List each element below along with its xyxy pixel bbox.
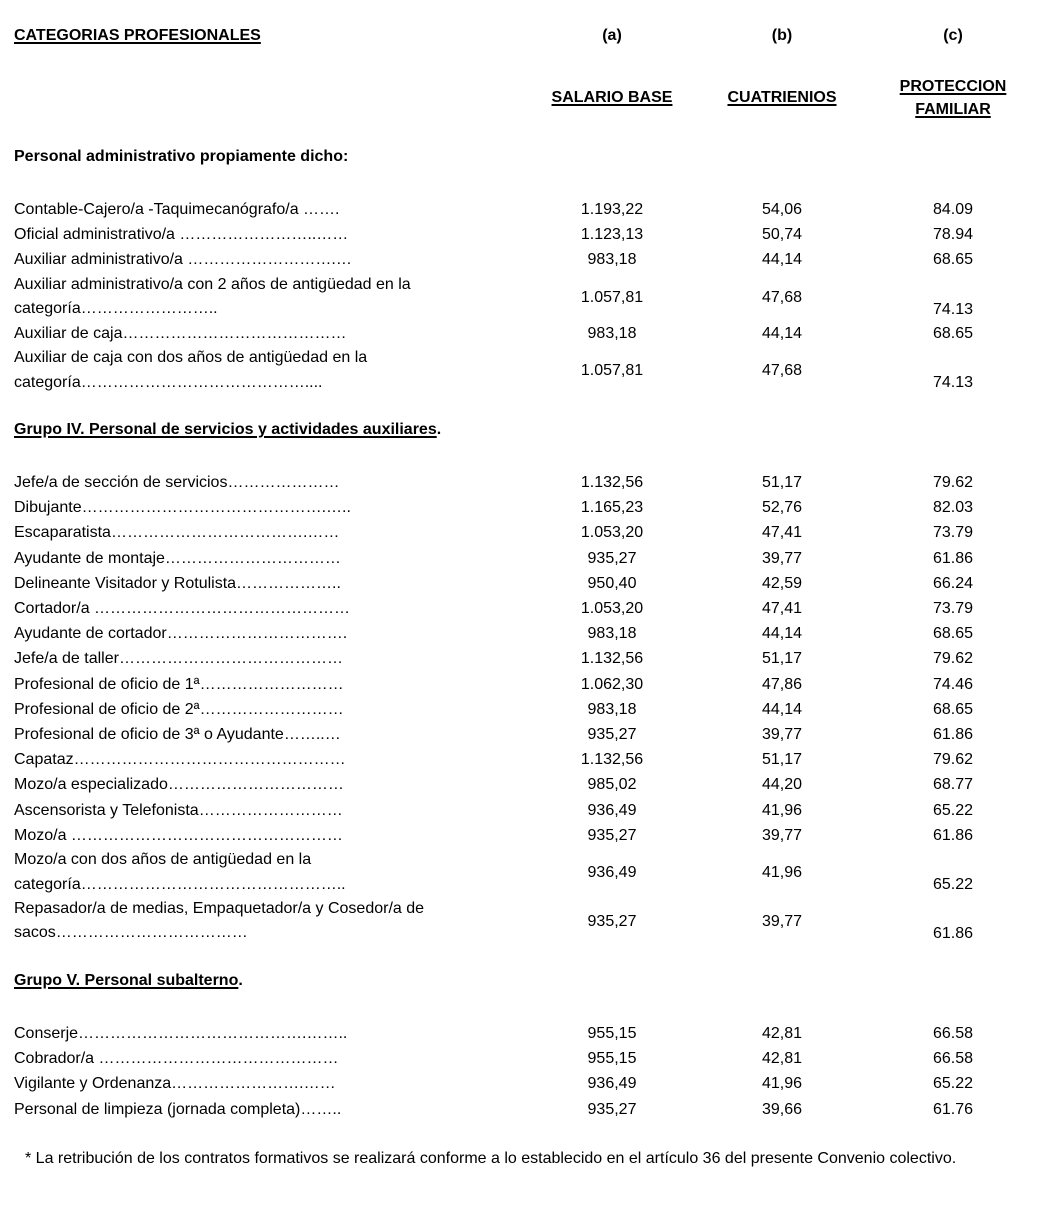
- section-title: [14, 971, 243, 991]
- section-title-text: Personal administrativo propiamente dicho:: [14, 148, 349, 165]
- category-label: Auxiliar de caja con dos años de antigüedad en la categoría……………………………………....: [14, 349, 368, 391]
- salario-base-value: 1.062,30: [580, 675, 644, 693]
- cuatrienios-value: 47,86: [761, 675, 803, 693]
- cuatrienios-value: 51,17: [761, 650, 803, 668]
- salario-base-value: 936,49: [587, 864, 637, 881]
- category-label: Ayudante de cortador…………………………….: [14, 625, 348, 643]
- salario-base-value: 936,49: [587, 1075, 637, 1093]
- proteccion-familiar-value: 61.86: [932, 924, 974, 942]
- salario-base-value: 1.053,20: [580, 524, 644, 542]
- section-title-suffix: .: [436, 421, 442, 438]
- category-label: Mozo/a especializado……………………………: [14, 776, 344, 794]
- salario-base-value: 935,27: [587, 912, 637, 930]
- section-title-suffix: .: [238, 972, 243, 989]
- salario-base-value: 985,02: [587, 776, 637, 794]
- salario-base-value: 1.165,23: [580, 499, 644, 517]
- cuatrienios-value: 44,20: [761, 776, 803, 794]
- proteccion-familiar-value: 82.03: [932, 499, 974, 517]
- proteccion-familiar-value: 68.65: [932, 625, 974, 643]
- salario-base-value: 1.123,13: [580, 226, 644, 244]
- salario-base-value: 935,27: [587, 1100, 637, 1118]
- proteccion-familiar-value: 66.58: [932, 1025, 974, 1042]
- cuatrienios-value: 39,77: [761, 726, 803, 743]
- proteccion-familiar-value: 66.58: [932, 1050, 974, 1068]
- salario-base-value: 950,40: [587, 574, 637, 592]
- salario-base-value: 1.057,81: [580, 288, 644, 306]
- proteccion-familiar-value: 84.09: [932, 201, 974, 218]
- cuatrienios-value: 54,06: [761, 201, 803, 218]
- proteccion-familiar-value: 79.62: [932, 751, 974, 769]
- proteccion-familiar-value: 74.13: [932, 300, 974, 318]
- salario-base-value: 955,15: [587, 1050, 637, 1068]
- proteccion-familiar-value: 65.22: [932, 876, 974, 893]
- salario-base-value: 1.053,20: [580, 600, 644, 617]
- cuatrienios-value: 44,14: [761, 251, 803, 269]
- col-a-letter: (a): [602, 27, 622, 44]
- section-title: [14, 147, 348, 167]
- section-title-text: Grupo IV. Personal de servicios y actividades auxiliares: [14, 421, 437, 438]
- section-title: [14, 420, 441, 440]
- footnote-text: * La retribución de los contratos formativos se realizará conforme a lo establecido en el artículo 36 del presente Convenio colectivo.: [25, 1150, 957, 1167]
- salario-base-value: 1.132,56: [580, 474, 644, 491]
- category-label: Profesional de oficio de 1ª………………………: [14, 675, 344, 693]
- category-label: Auxiliar administrativo/a con 2 años de antigüedad en la categoría……………………..: [14, 275, 411, 318]
- col-c-letter: (c): [943, 27, 963, 44]
- col-b-letter: (b): [771, 27, 793, 44]
- cuatrienios-value: 47,68: [761, 362, 803, 380]
- salario-base-value: 983,18: [587, 325, 637, 343]
- col-c-title-line1: PROTECCION: [899, 78, 1007, 95]
- category-label: Auxiliar de caja……………………………………: [14, 325, 347, 343]
- category-label: Auxiliar administrativo/a ……………………….…: [14, 251, 352, 269]
- cuatrienios-value: 41,96: [761, 864, 803, 881]
- salario-base-value: 1.132,56: [580, 751, 644, 769]
- salario-base-value: 935,27: [587, 826, 637, 844]
- salario-base-value: 935,27: [587, 726, 637, 743]
- category-label: Cobrador/a ………………………………………: [14, 1050, 339, 1068]
- category-label: Mozo/a ……………………………………………: [14, 826, 343, 844]
- proteccion-familiar-value: 68.65: [932, 700, 974, 718]
- salario-base-value: 936,49: [587, 801, 637, 819]
- cuatrienios-value: 44,14: [761, 700, 803, 718]
- category-label: Cortador/a …………………………………………: [14, 600, 351, 617]
- category-label: Escaparatista……………………………….……: [14, 524, 340, 542]
- salario-base-value: 1.193,22: [580, 201, 644, 218]
- category-label: Delineante Visitador y Rotulista………………..: [14, 574, 341, 592]
- salario-base-value: 935,27: [587, 549, 637, 567]
- proteccion-familiar-value: 68.65: [932, 251, 974, 269]
- cuatrienios-value: 42,59: [761, 574, 803, 592]
- category-label: Profesional de oficio de 3ª o Ayudante……..…: [14, 726, 341, 743]
- proteccion-familiar-value: 79.62: [932, 650, 974, 668]
- proteccion-familiar-value: 61.86: [932, 826, 974, 844]
- proteccion-familiar-value: 74.46: [932, 675, 974, 693]
- cuatrienios-value: 47,41: [761, 524, 803, 542]
- category-label: Contable-Cajero/a -Taquimecanógrafo/a …….: [14, 201, 340, 218]
- proteccion-familiar-value: 68.65: [932, 325, 974, 343]
- proteccion-familiar-value: 65.22: [932, 1075, 974, 1093]
- category-label: Personal de limpieza (jornada completa)……..: [14, 1100, 342, 1118]
- cuatrienios-value: 44,14: [761, 625, 803, 643]
- category-label: Mozo/a con dos años de antigüedad en la categoría…………………………………………..: [14, 851, 346, 893]
- cuatrienios-value: 39,77: [761, 912, 803, 930]
- cuatrienios-value: 39,77: [761, 549, 803, 567]
- proteccion-familiar-value: 61.86: [932, 726, 974, 743]
- category-label: Profesional de oficio de 2ª………………………: [14, 700, 344, 718]
- cuatrienios-value: 41,96: [761, 801, 803, 819]
- cuatrienios-value: 47,41: [761, 600, 803, 617]
- cuatrienios-value: 39,77: [761, 826, 803, 844]
- col-proteccion-familiar-header: [900, 75, 1007, 121]
- salario-base-value: 1.057,81: [580, 362, 644, 380]
- categories-header: CATEGORIAS PROFESIONALES: [14, 27, 261, 44]
- salario-base-value: 983,18: [587, 251, 637, 269]
- cuatrienios-value: 39,66: [761, 1100, 803, 1118]
- proteccion-familiar-value: 79.62: [932, 474, 974, 491]
- proteccion-familiar-value: 74.13: [932, 374, 974, 392]
- section-title-text: Grupo V. Personal subalterno: [14, 972, 239, 989]
- category-label: Dibujante……………………………………….…..: [14, 499, 351, 517]
- category-label: Vigilante y Ordenanza…………………….……: [14, 1075, 336, 1093]
- col-c-title-line2: FAMILIAR: [915, 101, 991, 118]
- proteccion-familiar-value: 61.76: [932, 1100, 974, 1118]
- proteccion-familiar-value: 68.77: [932, 776, 974, 794]
- cuatrienios-value: 42,81: [761, 1025, 803, 1042]
- cuatrienios-value: 44,14: [761, 325, 803, 343]
- category-label: Oficial administrativo/a ……………………..……: [14, 226, 349, 244]
- cuatrienios-value: 51,17: [761, 474, 803, 491]
- cuatrienios-value: 41,96: [761, 1075, 803, 1093]
- col-salario-base-header: SALARIO BASE: [551, 89, 673, 106]
- cuatrienios-value: 47,68: [761, 288, 803, 306]
- proteccion-familiar-value: 73.79: [932, 600, 974, 617]
- cuatrienios-value: 50,74: [761, 226, 803, 244]
- col-cuatrienios-header: CUATRIENIOS: [727, 89, 837, 106]
- proteccion-familiar-value: 73.79: [932, 524, 974, 542]
- proteccion-familiar-value: 66.24: [932, 574, 974, 592]
- category-label: Jefe/a de taller……………………………………: [14, 650, 343, 668]
- salario-base-value: 983,18: [587, 625, 637, 643]
- category-label: Ayudante de montaje……………………………: [14, 549, 341, 567]
- proteccion-familiar-value: 61.86: [932, 549, 974, 567]
- salario-base-value: 983,18: [587, 700, 637, 718]
- category-label: Conserje…………………………………….……..: [14, 1025, 348, 1042]
- footnote: [3, 1147, 1039, 1171]
- category-label: Capataz……………………………………………: [14, 751, 346, 769]
- cuatrienios-value: 51,17: [761, 751, 803, 769]
- cuatrienios-value: 42,81: [761, 1050, 803, 1068]
- category-label: Repasador/a de medias, Empaquetador/a y Cosedor/a de sacos………………………………: [14, 899, 425, 941]
- salario-base-value: 1.132,56: [580, 650, 644, 668]
- category-label: Jefe/a de sección de servicios…………………: [14, 474, 340, 491]
- proteccion-familiar-value: 78.94: [932, 226, 974, 244]
- proteccion-familiar-value: 65.22: [932, 801, 974, 819]
- category-label: Ascensorista y Telefonista………………………: [14, 801, 343, 819]
- salario-base-value: 955,15: [587, 1025, 637, 1042]
- cuatrienios-value: 52,76: [761, 499, 803, 517]
